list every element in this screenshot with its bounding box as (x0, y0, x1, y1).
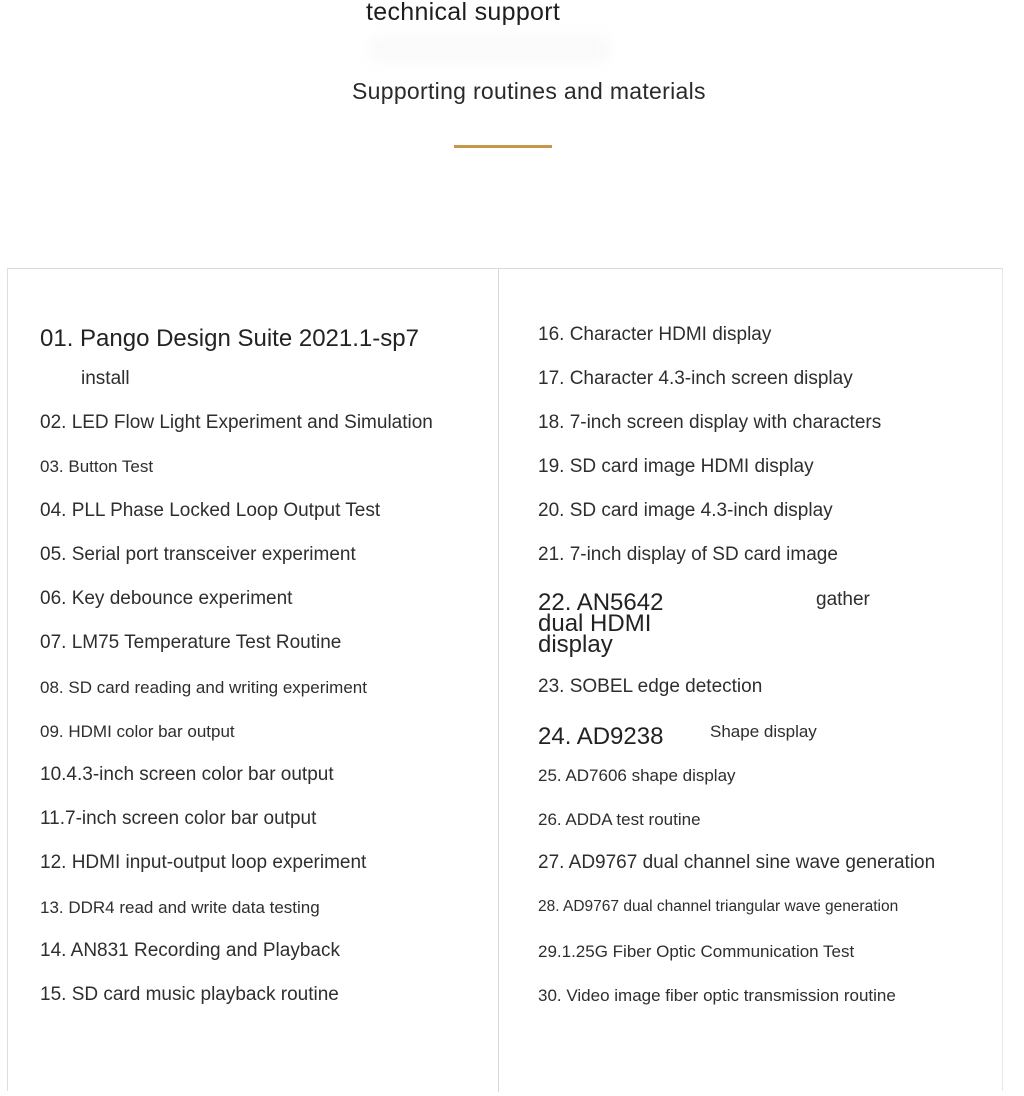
list-item: 07. LM75 Temperature Test Routine (40, 632, 342, 653)
list-item: 22. AN5642 dual HDMI display (538, 589, 664, 658)
column-separator (498, 268, 499, 1092)
list-item: 14. AN831 Recording and Playback (40, 940, 340, 961)
list-item: 05. Serial port transceiver experiment (40, 544, 356, 565)
list-item: 12. HDMI input-output loop experiment (40, 852, 367, 873)
list-item: 11.7-inch screen color bar output (40, 808, 317, 829)
section-subtitle: Supporting routines and materials (352, 78, 706, 104)
page-title: technical support (366, 0, 561, 26)
list-item-note: gather (816, 589, 870, 610)
accent-divider (454, 145, 552, 148)
list-item: 20. SD card image 4.3-inch display (538, 500, 833, 521)
list-item: 04. PLL Phase Locked Loop Output Test (40, 500, 381, 521)
list-item: 01. Pango Design Suite 2021.1-sp7 (40, 325, 419, 352)
list-item: install (81, 368, 130, 389)
list-item: 03. Button Test (40, 457, 154, 476)
list-item: 25. AD7606 shape display (538, 766, 736, 785)
list-item: 10.4.3-inch screen color bar output (40, 764, 334, 785)
list-item: 06. Key debounce experiment (40, 588, 293, 609)
list-item: 08. SD card reading and writing experiment (40, 678, 367, 697)
list-item: 30. Video image fiber optic transmission routine (538, 986, 896, 1005)
list-item: 21. 7-inch display of SD card image (538, 544, 838, 565)
list-item: 13. DDR4 read and write data testing (40, 898, 320, 917)
blurred-caption (370, 36, 610, 62)
list-item: 16. Character HDMI display (538, 324, 772, 345)
list-item: 23. SOBEL edge detection (538, 676, 763, 697)
list-item: 09. HDMI color bar output (40, 722, 235, 741)
list-item: 28. AD9767 dual channel triangular wave generation (538, 898, 899, 915)
list-item: 15. SD card music playback routine (40, 984, 339, 1005)
list-item: 02. LED Flow Light Experiment and Simulation (40, 412, 433, 433)
list-item: 26. ADDA test routine (538, 810, 701, 829)
list-item: 29.1.25G Fiber Optic Communication Test (538, 942, 855, 961)
list-item-note: Shape display (710, 722, 817, 741)
list-item: 18. 7-inch screen display with characters (538, 412, 882, 433)
list-item: 17. Character 4.3-inch screen display (538, 368, 853, 389)
list-item: 27. AD9767 dual channel sine wave generation (538, 852, 936, 873)
list-item: 24. AD9238 (538, 723, 664, 750)
list-item: 19. SD card image HDMI display (538, 456, 814, 477)
